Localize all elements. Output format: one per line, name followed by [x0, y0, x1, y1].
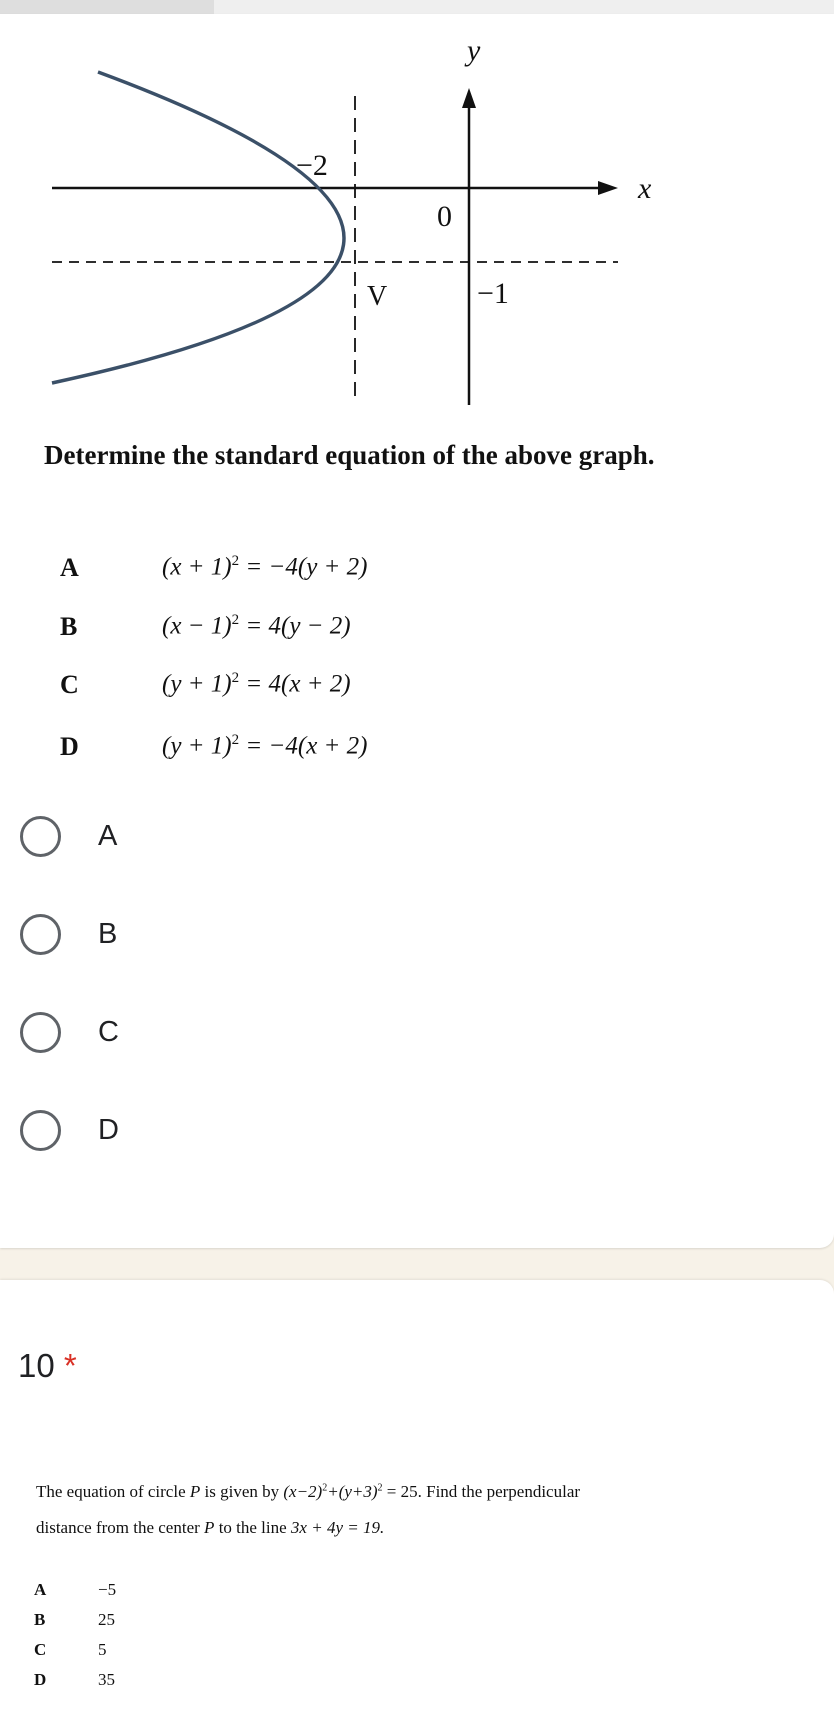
radio-label: D	[98, 1114, 119, 1146]
question-9-prompt: Determine the standard equation of the above graph.	[44, 440, 655, 470]
equation-part: (x−2)	[283, 1482, 323, 1501]
neg1-label: −1	[477, 277, 509, 310]
radio-button[interactable]	[20, 914, 61, 955]
option-letter: D	[34, 1670, 47, 1689]
question-10-line-2	[36, 1518, 384, 1538]
option-letter: A	[34, 1580, 47, 1599]
x-axis-arrow	[598, 181, 618, 195]
equation-part: = −4(x + 2)	[239, 732, 368, 760]
line-equation: 3x + 4y = 19.	[290, 1518, 385, 1537]
equation-part: = 4(y − 2)	[239, 612, 351, 640]
option-value: 35	[98, 1670, 115, 1689]
equation-part: (x − 1)	[162, 612, 232, 640]
option-value: −5	[98, 1580, 117, 1599]
equation-exponent: 2	[322, 1482, 328, 1494]
equation-part: (y + 1)	[162, 670, 232, 698]
option-letter: D	[60, 732, 79, 761]
equation-part: +(y+3)	[327, 1482, 378, 1501]
radio-choice-b[interactable]	[20, 914, 320, 964]
option-equation	[162, 670, 351, 698]
equation-part: (x + 1)	[162, 553, 232, 581]
radio-button[interactable]	[20, 816, 61, 857]
equation-exponent: 2	[231, 553, 240, 569]
text-segment: distance from the center	[36, 1518, 205, 1537]
radio-button[interactable]	[20, 1012, 61, 1053]
equation-exponent: 2	[377, 1482, 383, 1494]
radio-button[interactable]	[20, 1110, 61, 1151]
y-axis-arrow	[462, 88, 476, 108]
option-equation	[162, 732, 367, 760]
required-mark: *	[63, 1347, 77, 1384]
option-value: 25	[98, 1610, 115, 1629]
text-segment: Find the perpendicular	[421, 1482, 581, 1501]
question-10-line-1	[36, 1482, 580, 1502]
center-name: P	[204, 1518, 215, 1537]
text-segment: The equation of circle	[36, 1482, 190, 1501]
option-letter: C	[34, 1640, 47, 1659]
origin-label: 0	[437, 200, 452, 233]
equation-exponent: 2	[231, 732, 240, 748]
radio-label: C	[98, 1016, 119, 1048]
radio-label: A	[98, 820, 118, 852]
equation-part: = −4(y + 2)	[239, 553, 368, 581]
radio-choice-d[interactable]	[20, 1110, 320, 1160]
neg2-label: −2	[296, 149, 328, 182]
option-value: 5	[98, 1640, 107, 1659]
equation-part: = 4(x + 2)	[239, 670, 351, 698]
question-10-title	[18, 1347, 77, 1385]
equation-part: (y + 1)	[162, 732, 232, 760]
option-letter: C	[60, 670, 79, 699]
equation-exponent: 2	[231, 612, 240, 628]
question-number: 10	[18, 1347, 55, 1384]
equation-exponent: 2	[231, 670, 240, 686]
option-letter: B	[60, 612, 78, 641]
option-letter: B	[34, 1610, 46, 1629]
text-segment: is given by	[200, 1482, 284, 1501]
vertex-label: V	[367, 281, 388, 312]
equation-part: = 25.	[382, 1482, 422, 1501]
x-axis-label: x	[638, 172, 652, 205]
radio-choice-c[interactable]	[20, 1012, 320, 1062]
option-equation	[162, 553, 367, 581]
y-axis-label: y	[467, 34, 481, 67]
circle-name: P	[189, 1482, 201, 1501]
text-segment: to the line	[214, 1518, 291, 1537]
radio-choice-a[interactable]	[20, 816, 320, 866]
parabola-curve	[52, 72, 344, 383]
parabola-graph	[0, 0, 834, 430]
option-letter: A	[60, 553, 79, 582]
radio-label: B	[98, 918, 118, 950]
option-equation	[162, 612, 351, 640]
